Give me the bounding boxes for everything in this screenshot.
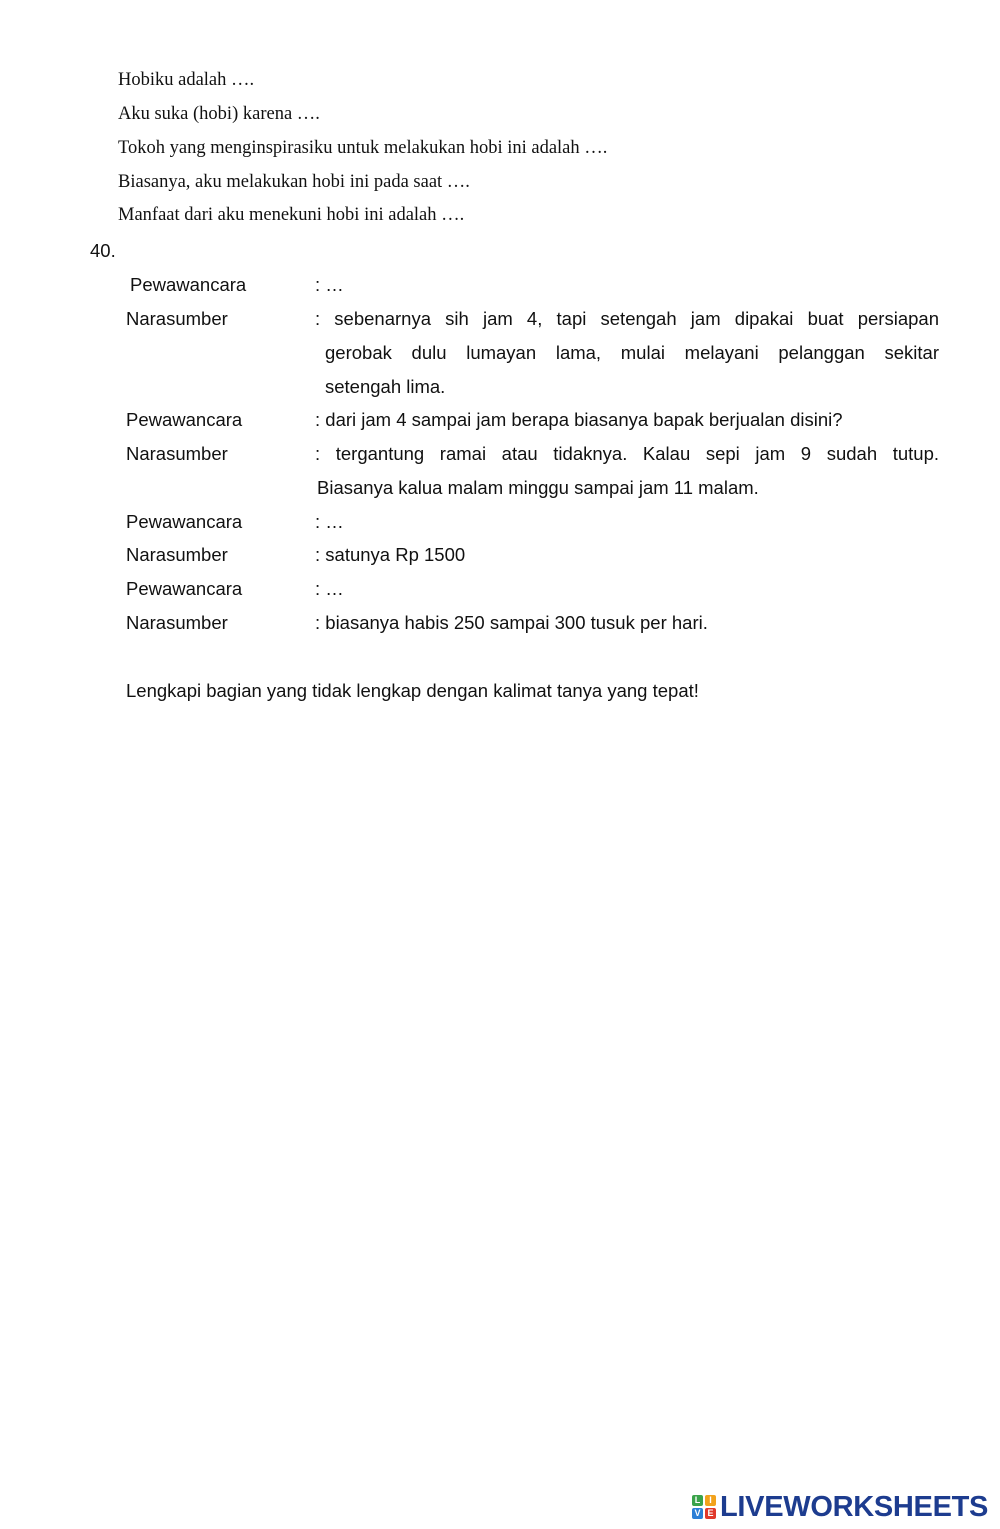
answer-line: : sebenarnya sih jam 4, tapi setengah jam dipakai buat persiapan (315, 308, 939, 329)
logo-wordmark: LIVEWORKSHEETS (720, 1490, 989, 1523)
speaker-source: Narasumber (126, 308, 228, 329)
speaker-source: Narasumber (126, 443, 228, 464)
speaker-interviewer: Pewawancara (126, 511, 243, 532)
liveworksheets-logo (692, 1489, 988, 1525)
logo-letter: E (705, 1508, 716, 1519)
speaker-interviewer: Pewawancara (126, 578, 243, 599)
answer-line: : satunya Rp 1500 (315, 544, 466, 565)
question-line: : dari jam 4 sampai jam berapa biasanya bapak berjualan disini? (315, 409, 843, 430)
prompt-inspiration: Tokoh yang menginspirasiku untuk melakukan hobi ini adalah …. (118, 138, 608, 158)
question-number: 40. (90, 240, 116, 261)
answer-line: : tergantung ramai atau tidaknya. Kalau sepi jam 9 sudah tutup. (315, 443, 939, 464)
speaker-source: Narasumber (126, 544, 228, 565)
blank-answer: : … (315, 274, 344, 295)
prompt-reason: Aku suka (hobi) karena …. (118, 104, 320, 124)
logo-grid-icon (692, 1495, 716, 1519)
speaker-source: Narasumber (126, 612, 228, 633)
speaker-interviewer: Pewawancara (126, 409, 243, 430)
blank-answer: : … (315, 578, 344, 599)
answer-line: : biasanya habis 250 sampai 300 tusuk per hari. (315, 612, 708, 633)
prompt-when: Biasanya, aku melakukan hobi ini pada saat …. (118, 172, 470, 192)
answer-line: setengah lima. (325, 376, 446, 397)
answer-line: Biasanya kalua malam minggu sampai jam 11 malam. (317, 477, 759, 498)
logo-letter: I (705, 1495, 716, 1506)
prompt-hobby: Hobiku adalah …. (118, 70, 255, 90)
instruction-text: Lengkapi bagian yang tidak lengkap dengan kalimat tanya yang tepat! (126, 680, 699, 701)
logo-letter: L (692, 1495, 703, 1506)
logo-letter: V (692, 1508, 703, 1519)
prompt-benefit: Manfaat dari aku menekuni hobi ini adalah …. (118, 205, 465, 225)
blank-answer: : … (315, 511, 344, 532)
answer-line: gerobak dulu lumayan lama, mulai melayani pelanggan sekitar (325, 342, 939, 363)
speaker-interviewer: Pewawancara (130, 274, 247, 295)
